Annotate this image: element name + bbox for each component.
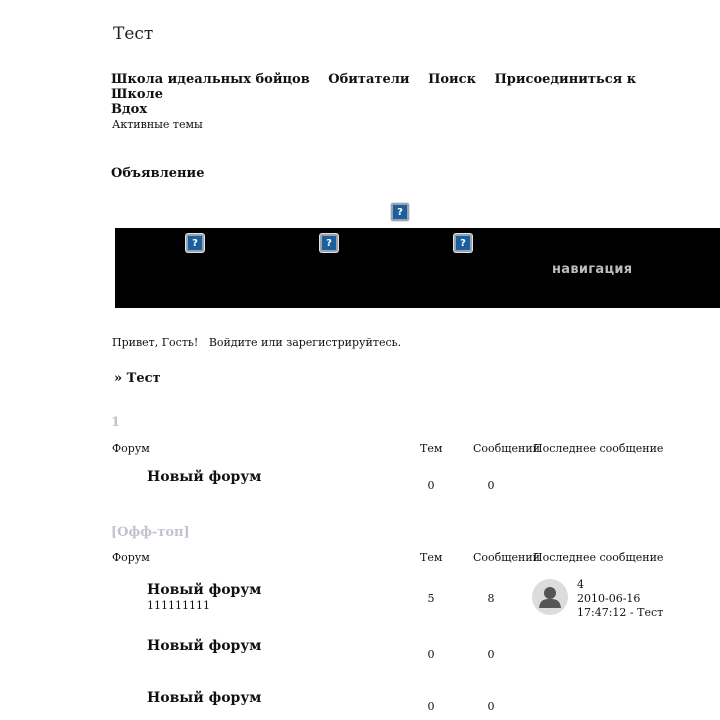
nav-item-search[interactable]: Поиск: [428, 72, 476, 87]
forum-link[interactable]: Новый форум: [147, 638, 262, 654]
question-mark-icon: ?: [391, 203, 409, 221]
posts-count: 8: [487, 592, 495, 605]
nav-item-join[interactable]: Присоединиться к Школе: [111, 72, 637, 102]
column-posts: Сообщений: [473, 551, 541, 564]
topics-count: 0: [427, 700, 435, 713]
column-last-post: Последнее сообщение: [533, 442, 664, 455]
greeting-text: Привет, Гость!: [112, 336, 199, 349]
topics-count: 0: [427, 648, 435, 661]
announcement-title: Объявление: [111, 166, 205, 181]
banner-navigation-label: навигация: [552, 262, 633, 277]
user-silhouette-icon[interactable]: [532, 579, 568, 615]
column-topics: Тем: [420, 551, 443, 564]
site-title: Тест: [113, 24, 154, 44]
main-nav: [111, 72, 671, 117]
category-title[interactable]: 1: [111, 415, 121, 430]
forum-link[interactable]: Новый форум: [147, 690, 262, 706]
question-mark-icon[interactable]: ?: [320, 234, 338, 252]
last-post-date: 2010-06-16: [577, 592, 641, 605]
column-forum: Форум: [112, 551, 150, 564]
breadcrumb[interactable]: » Тест: [114, 371, 161, 386]
posts-count: 0: [487, 479, 495, 492]
login-register-link[interactable]: Войдите или зарегистрируйтесь.: [208, 336, 402, 349]
column-posts: Сообщений: [473, 442, 541, 455]
posts-count: 0: [487, 648, 495, 661]
category-title[interactable]: [Офф-топ]: [111, 525, 190, 540]
nav-item-members[interactable]: Обитатели: [328, 72, 410, 87]
greeting: [112, 336, 401, 349]
active-topics-link[interactable]: Активные темы: [112, 118, 203, 131]
forum-description: 111111111: [147, 599, 210, 612]
posts-count: 0: [487, 700, 495, 713]
question-mark-icon[interactable]: ?: [186, 234, 204, 252]
column-last-post: Последнее сообщение: [533, 551, 664, 564]
column-topics: Тем: [420, 442, 443, 455]
forum-link[interactable]: Новый форум: [147, 582, 262, 598]
topics-count: 0: [427, 479, 435, 492]
column-forum: Форум: [112, 442, 150, 455]
question-mark-icon[interactable]: ?: [454, 234, 472, 252]
nav-item-login[interactable]: Вдох: [111, 102, 148, 117]
topics-count: 5: [427, 592, 435, 605]
nav-item-school[interactable]: Школа идеальных бойцов: [111, 72, 310, 87]
last-post-time-author: 17:47:12 - Тест: [577, 606, 664, 619]
last-post-topic[interactable]: 4: [577, 578, 584, 591]
last-post-info: [577, 578, 663, 620]
forum-link[interactable]: Новый форум: [147, 469, 262, 485]
